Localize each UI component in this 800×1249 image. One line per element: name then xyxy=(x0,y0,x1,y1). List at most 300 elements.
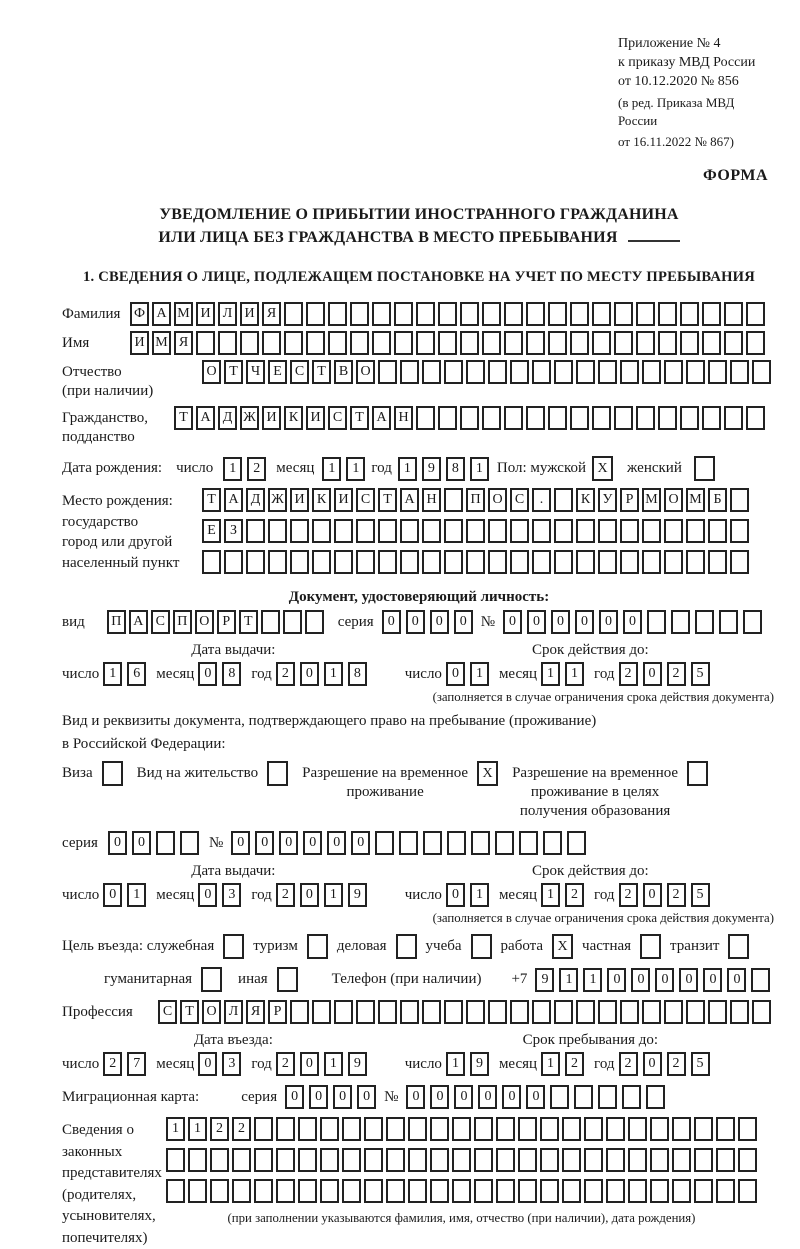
char-box[interactable]: Е xyxy=(202,519,221,543)
char-box[interactable] xyxy=(708,1000,727,1024)
char-box[interactable] xyxy=(268,519,287,543)
char-box[interactable]: 0 xyxy=(478,1085,497,1109)
char-box[interactable]: Р xyxy=(620,488,639,512)
char-box[interactable] xyxy=(598,360,617,384)
char-box[interactable]: Ф xyxy=(130,302,149,326)
char-box[interactable]: 0 xyxy=(643,662,662,686)
char-box[interactable] xyxy=(658,331,677,355)
char-box[interactable] xyxy=(284,331,303,355)
char-box[interactable] xyxy=(642,1000,661,1024)
char-box[interactable]: 0 xyxy=(198,1052,217,1076)
char-box[interactable] xyxy=(664,550,683,574)
char-box[interactable] xyxy=(444,1000,463,1024)
char-box[interactable] xyxy=(716,1117,735,1141)
char-box[interactable] xyxy=(584,1179,603,1203)
char-box[interactable] xyxy=(305,610,324,634)
char-box[interactable] xyxy=(746,302,765,326)
char-box[interactable]: 2 xyxy=(210,1117,229,1141)
char-box[interactable] xyxy=(664,360,683,384)
char-box[interactable]: 0 xyxy=(132,831,151,855)
char-box[interactable] xyxy=(532,360,551,384)
char-box[interactable] xyxy=(738,1117,757,1141)
char-box[interactable] xyxy=(474,1148,493,1172)
char-box[interactable]: 2 xyxy=(232,1117,251,1141)
char-box[interactable] xyxy=(642,360,661,384)
char-box[interactable] xyxy=(447,831,466,855)
char-box[interactable] xyxy=(430,1179,449,1203)
char-box[interactable] xyxy=(526,331,545,355)
char-box[interactable] xyxy=(408,1148,427,1172)
char-box[interactable] xyxy=(658,302,677,326)
char-box[interactable] xyxy=(488,360,507,384)
char-box[interactable]: 8 xyxy=(222,662,241,686)
char-box[interactable]: 0 xyxy=(643,1052,662,1076)
purpose-study-checkbox[interactable] xyxy=(471,934,492,959)
char-box[interactable] xyxy=(430,1148,449,1172)
char-box[interactable] xyxy=(312,519,331,543)
char-box[interactable] xyxy=(488,519,507,543)
char-box[interactable] xyxy=(254,1179,273,1203)
purpose-work-checkbox[interactable]: X xyxy=(552,934,573,959)
char-box[interactable] xyxy=(320,1148,339,1172)
char-box[interactable] xyxy=(474,1117,493,1141)
char-box[interactable] xyxy=(372,302,391,326)
char-box[interactable] xyxy=(554,519,573,543)
char-box[interactable]: П xyxy=(173,610,192,634)
char-box[interactable] xyxy=(550,1085,569,1109)
char-box[interactable]: К xyxy=(576,488,595,512)
char-box[interactable] xyxy=(518,1179,537,1203)
char-box[interactable] xyxy=(378,1000,397,1024)
char-box[interactable]: В xyxy=(334,360,353,384)
char-box[interactable] xyxy=(614,331,633,355)
char-box[interactable]: У xyxy=(598,488,617,512)
char-box[interactable]: 1 xyxy=(324,1052,343,1076)
edu-permit-checkbox[interactable] xyxy=(687,761,708,786)
char-box[interactable] xyxy=(518,1117,537,1141)
char-box[interactable]: 0 xyxy=(454,1085,473,1109)
char-box[interactable]: С xyxy=(151,610,170,634)
sex-male-checkbox[interactable]: X xyxy=(592,456,613,481)
char-box[interactable]: 2 xyxy=(276,883,295,907)
char-box[interactable]: 6 xyxy=(127,662,146,686)
char-box[interactable]: 5 xyxy=(691,1052,710,1076)
char-box[interactable]: 1 xyxy=(565,662,584,686)
char-box[interactable] xyxy=(254,1117,273,1141)
char-box[interactable] xyxy=(510,1000,529,1024)
char-box[interactable]: Т xyxy=(239,610,258,634)
char-box[interactable]: 0 xyxy=(527,610,546,634)
char-box[interactable] xyxy=(686,1000,705,1024)
char-box[interactable]: 0 xyxy=(300,1052,319,1076)
char-box[interactable] xyxy=(246,550,265,574)
char-box[interactable] xyxy=(276,1148,295,1172)
char-box[interactable]: А xyxy=(129,610,148,634)
char-box[interactable] xyxy=(620,550,639,574)
char-box[interactable] xyxy=(746,406,765,430)
char-box[interactable]: 0 xyxy=(679,968,698,992)
char-box[interactable]: 8 xyxy=(348,662,367,686)
char-box[interactable] xyxy=(592,331,611,355)
char-box[interactable]: М xyxy=(642,488,661,512)
char-box[interactable]: П xyxy=(466,488,485,512)
char-box[interactable] xyxy=(620,1000,639,1024)
char-box[interactable] xyxy=(598,519,617,543)
char-box[interactable]: 0 xyxy=(623,610,642,634)
char-box[interactable] xyxy=(422,519,441,543)
char-box[interactable] xyxy=(350,331,369,355)
char-box[interactable]: 2 xyxy=(619,883,638,907)
char-box[interactable]: 0 xyxy=(406,610,425,634)
char-box[interactable] xyxy=(554,550,573,574)
char-box[interactable] xyxy=(320,1117,339,1141)
char-box[interactable] xyxy=(680,406,699,430)
char-box[interactable] xyxy=(378,360,397,384)
char-box[interactable]: 1 xyxy=(583,968,602,992)
char-box[interactable] xyxy=(672,1148,691,1172)
char-box[interactable] xyxy=(495,831,514,855)
char-box[interactable] xyxy=(422,1000,441,1024)
char-box[interactable] xyxy=(482,302,501,326)
char-box[interactable] xyxy=(438,302,457,326)
char-box[interactable] xyxy=(694,1117,713,1141)
char-box[interactable]: Я xyxy=(174,331,193,355)
char-box[interactable] xyxy=(724,331,743,355)
char-box[interactable] xyxy=(364,1117,383,1141)
char-box[interactable] xyxy=(730,550,749,574)
char-box[interactable] xyxy=(444,550,463,574)
char-box[interactable] xyxy=(400,550,419,574)
char-box[interactable]: А xyxy=(152,302,171,326)
char-box[interactable]: 1 xyxy=(470,883,489,907)
char-box[interactable] xyxy=(224,550,243,574)
char-box[interactable]: 1 xyxy=(541,662,560,686)
char-box[interactable]: 0 xyxy=(382,610,401,634)
char-box[interactable]: 0 xyxy=(333,1085,352,1109)
char-box[interactable]: 0 xyxy=(454,610,473,634)
char-box[interactable]: 0 xyxy=(103,883,122,907)
char-box[interactable] xyxy=(598,1000,617,1024)
char-box[interactable] xyxy=(188,1179,207,1203)
char-box[interactable] xyxy=(702,331,721,355)
char-box[interactable]: О xyxy=(356,360,375,384)
char-box[interactable]: 0 xyxy=(108,831,127,855)
char-box[interactable]: 1 xyxy=(103,662,122,686)
purpose-business-checkbox[interactable] xyxy=(396,934,417,959)
char-box[interactable]: С xyxy=(356,488,375,512)
char-box[interactable] xyxy=(708,519,727,543)
char-box[interactable] xyxy=(496,1179,515,1203)
char-box[interactable] xyxy=(394,331,413,355)
char-box[interactable]: 1 xyxy=(322,457,341,481)
char-box[interactable]: Ч xyxy=(246,360,265,384)
char-box[interactable] xyxy=(680,331,699,355)
char-box[interactable] xyxy=(518,1148,537,1172)
char-box[interactable] xyxy=(570,331,589,355)
char-box[interactable] xyxy=(504,302,523,326)
char-box[interactable]: 2 xyxy=(619,662,638,686)
char-box[interactable]: 8 xyxy=(446,457,465,481)
char-box[interactable] xyxy=(276,1117,295,1141)
char-box[interactable] xyxy=(752,1000,771,1024)
char-box[interactable] xyxy=(650,1148,669,1172)
char-box[interactable]: Т xyxy=(224,360,243,384)
char-box[interactable] xyxy=(716,1179,735,1203)
char-box[interactable]: О xyxy=(488,488,507,512)
char-box[interactable]: Ж xyxy=(268,488,287,512)
char-box[interactable]: 0 xyxy=(351,831,370,855)
char-box[interactable] xyxy=(496,1148,515,1172)
char-box[interactable]: А xyxy=(224,488,243,512)
char-box[interactable] xyxy=(540,1179,559,1203)
char-box[interactable]: П xyxy=(107,610,126,634)
char-box[interactable] xyxy=(548,331,567,355)
char-box[interactable]: К xyxy=(284,406,303,430)
char-box[interactable] xyxy=(642,519,661,543)
char-box[interactable]: 2 xyxy=(276,1052,295,1076)
char-box[interactable] xyxy=(276,1179,295,1203)
char-box[interactable]: И xyxy=(240,302,259,326)
char-box[interactable] xyxy=(364,1148,383,1172)
char-box[interactable] xyxy=(268,550,287,574)
char-box[interactable]: 1 xyxy=(470,662,489,686)
char-box[interactable] xyxy=(290,550,309,574)
char-box[interactable] xyxy=(466,360,485,384)
char-box[interactable]: О xyxy=(664,488,683,512)
char-box[interactable]: 0 xyxy=(446,883,465,907)
char-box[interactable]: 9 xyxy=(422,457,441,481)
char-box[interactable]: О xyxy=(202,360,221,384)
char-box[interactable]: 2 xyxy=(619,1052,638,1076)
char-box[interactable]: И xyxy=(334,488,353,512)
char-box[interactable] xyxy=(664,1000,683,1024)
purpose-private-checkbox[interactable] xyxy=(640,934,661,959)
char-box[interactable]: 9 xyxy=(348,883,367,907)
char-box[interactable] xyxy=(746,331,765,355)
char-box[interactable] xyxy=(488,1000,507,1024)
char-box[interactable]: 0 xyxy=(303,831,322,855)
char-box[interactable] xyxy=(188,1148,207,1172)
char-box[interactable] xyxy=(730,519,749,543)
char-box[interactable]: О xyxy=(195,610,214,634)
char-box[interactable] xyxy=(306,331,325,355)
char-box[interactable]: 1 xyxy=(127,883,146,907)
char-box[interactable] xyxy=(554,488,573,512)
char-box[interactable] xyxy=(724,406,743,430)
char-box[interactable] xyxy=(526,406,545,430)
char-box[interactable]: Л xyxy=(224,1000,243,1024)
char-box[interactable]: 1 xyxy=(559,968,578,992)
char-box[interactable] xyxy=(730,360,749,384)
char-box[interactable] xyxy=(408,1179,427,1203)
char-box[interactable]: 0 xyxy=(575,610,594,634)
char-box[interactable]: 0 xyxy=(231,831,250,855)
char-box[interactable]: Е xyxy=(268,360,287,384)
char-box[interactable] xyxy=(460,406,479,430)
char-box[interactable] xyxy=(532,1000,551,1024)
purpose-tourism-checkbox[interactable] xyxy=(307,934,328,959)
char-box[interactable]: 0 xyxy=(279,831,298,855)
char-box[interactable]: 1 xyxy=(446,1052,465,1076)
char-box[interactable]: Я xyxy=(246,1000,265,1024)
char-box[interactable] xyxy=(298,1148,317,1172)
char-box[interactable] xyxy=(543,831,562,855)
char-box[interactable]: 0 xyxy=(327,831,346,855)
char-box[interactable] xyxy=(646,1085,665,1109)
char-box[interactable] xyxy=(510,360,529,384)
char-box[interactable] xyxy=(620,519,639,543)
char-box[interactable] xyxy=(386,1117,405,1141)
char-box[interactable] xyxy=(356,519,375,543)
char-box[interactable] xyxy=(438,331,457,355)
char-box[interactable] xyxy=(686,360,705,384)
char-box[interactable]: Т xyxy=(312,360,331,384)
char-box[interactable] xyxy=(444,360,463,384)
char-box[interactable]: Я xyxy=(262,302,281,326)
char-box[interactable] xyxy=(290,519,309,543)
char-box[interactable]: 0 xyxy=(655,968,674,992)
char-box[interactable] xyxy=(724,302,743,326)
char-box[interactable]: Р xyxy=(268,1000,287,1024)
purpose-official-checkbox[interactable] xyxy=(223,934,244,959)
char-box[interactable] xyxy=(622,1085,641,1109)
char-box[interactable] xyxy=(342,1148,361,1172)
char-box[interactable]: А xyxy=(400,488,419,512)
char-box[interactable] xyxy=(312,550,331,574)
char-box[interactable] xyxy=(647,610,666,634)
char-box[interactable] xyxy=(672,1117,691,1141)
char-box[interactable] xyxy=(416,331,435,355)
char-box[interactable]: 2 xyxy=(565,1052,584,1076)
char-box[interactable]: 2 xyxy=(103,1052,122,1076)
char-box[interactable]: 2 xyxy=(667,883,686,907)
char-box[interactable] xyxy=(636,406,655,430)
char-box[interactable] xyxy=(719,610,738,634)
char-box[interactable]: 0 xyxy=(406,1085,425,1109)
char-box[interactable]: 0 xyxy=(430,1085,449,1109)
char-box[interactable] xyxy=(240,331,259,355)
char-box[interactable] xyxy=(548,406,567,430)
char-box[interactable]: 0 xyxy=(198,662,217,686)
char-box[interactable] xyxy=(570,406,589,430)
char-box[interactable]: 1 xyxy=(346,457,365,481)
char-box[interactable]: Л xyxy=(218,302,237,326)
char-box[interactable] xyxy=(686,519,705,543)
char-box[interactable]: 0 xyxy=(599,610,618,634)
char-box[interactable] xyxy=(694,1148,713,1172)
char-box[interactable] xyxy=(532,519,551,543)
char-box[interactable] xyxy=(658,406,677,430)
char-box[interactable] xyxy=(738,1148,757,1172)
char-box[interactable] xyxy=(284,302,303,326)
char-box[interactable] xyxy=(548,302,567,326)
char-box[interactable] xyxy=(306,302,325,326)
char-box[interactable] xyxy=(474,1179,493,1203)
residence-permit-checkbox[interactable] xyxy=(267,761,288,786)
char-box[interactable] xyxy=(606,1179,625,1203)
char-box[interactable] xyxy=(210,1148,229,1172)
char-box[interactable] xyxy=(356,550,375,574)
char-box[interactable] xyxy=(730,488,749,512)
char-box[interactable] xyxy=(218,331,237,355)
char-box[interactable]: З xyxy=(224,519,243,543)
char-box[interactable] xyxy=(664,519,683,543)
char-box[interactable]: М xyxy=(152,331,171,355)
char-box[interactable]: 2 xyxy=(247,457,266,481)
char-box[interactable] xyxy=(290,1000,309,1024)
char-box[interactable] xyxy=(576,360,595,384)
char-box[interactable] xyxy=(628,1148,647,1172)
char-box[interactable]: 1 xyxy=(541,1052,560,1076)
char-box[interactable] xyxy=(466,1000,485,1024)
char-box[interactable] xyxy=(334,519,353,543)
char-box[interactable] xyxy=(519,831,538,855)
purpose-humanitarian-checkbox[interactable] xyxy=(201,967,222,992)
char-box[interactable]: Т xyxy=(350,406,369,430)
char-box[interactable] xyxy=(576,519,595,543)
char-box[interactable] xyxy=(567,831,586,855)
char-box[interactable] xyxy=(628,1179,647,1203)
char-box[interactable] xyxy=(356,1000,375,1024)
char-box[interactable] xyxy=(246,519,265,543)
char-box[interactable]: 1 xyxy=(470,457,489,481)
char-box[interactable]: 0 xyxy=(643,883,662,907)
char-box[interactable]: 5 xyxy=(691,883,710,907)
char-box[interactable] xyxy=(642,550,661,574)
char-box[interactable]: Ж xyxy=(240,406,259,430)
char-box[interactable]: 2 xyxy=(667,1052,686,1076)
char-box[interactable] xyxy=(350,302,369,326)
char-box[interactable] xyxy=(576,1000,595,1024)
char-box[interactable]: 3 xyxy=(222,1052,241,1076)
char-box[interactable]: С xyxy=(328,406,347,430)
char-box[interactable]: 0 xyxy=(285,1085,304,1109)
char-box[interactable] xyxy=(444,519,463,543)
char-box[interactable]: К xyxy=(312,488,331,512)
purpose-other-checkbox[interactable] xyxy=(277,967,298,992)
char-box[interactable] xyxy=(592,406,611,430)
char-box[interactable] xyxy=(261,610,280,634)
char-box[interactable]: 0 xyxy=(300,662,319,686)
char-box[interactable]: И xyxy=(306,406,325,430)
char-box[interactable] xyxy=(598,1085,617,1109)
char-box[interactable]: М xyxy=(686,488,705,512)
char-box[interactable] xyxy=(636,302,655,326)
char-box[interactable]: Т xyxy=(202,488,221,512)
char-box[interactable] xyxy=(708,550,727,574)
char-box[interactable] xyxy=(496,1117,515,1141)
char-box[interactable] xyxy=(606,1117,625,1141)
char-box[interactable]: М xyxy=(174,302,193,326)
char-box[interactable] xyxy=(598,550,617,574)
char-box[interactable] xyxy=(386,1179,405,1203)
char-box[interactable]: 9 xyxy=(348,1052,367,1076)
char-box[interactable]: Р xyxy=(217,610,236,634)
char-box[interactable]: 0 xyxy=(430,610,449,634)
char-box[interactable] xyxy=(738,1179,757,1203)
char-box[interactable] xyxy=(471,831,490,855)
char-box[interactable]: 0 xyxy=(503,610,522,634)
char-box[interactable]: 2 xyxy=(276,662,295,686)
char-box[interactable]: А xyxy=(372,406,391,430)
char-box[interactable] xyxy=(672,1179,691,1203)
char-box[interactable]: Б xyxy=(708,488,727,512)
char-box[interactable]: 9 xyxy=(535,968,554,992)
char-box[interactable] xyxy=(342,1117,361,1141)
char-box[interactable] xyxy=(166,1179,185,1203)
char-box[interactable] xyxy=(408,1117,427,1141)
char-box[interactable] xyxy=(254,1148,273,1172)
